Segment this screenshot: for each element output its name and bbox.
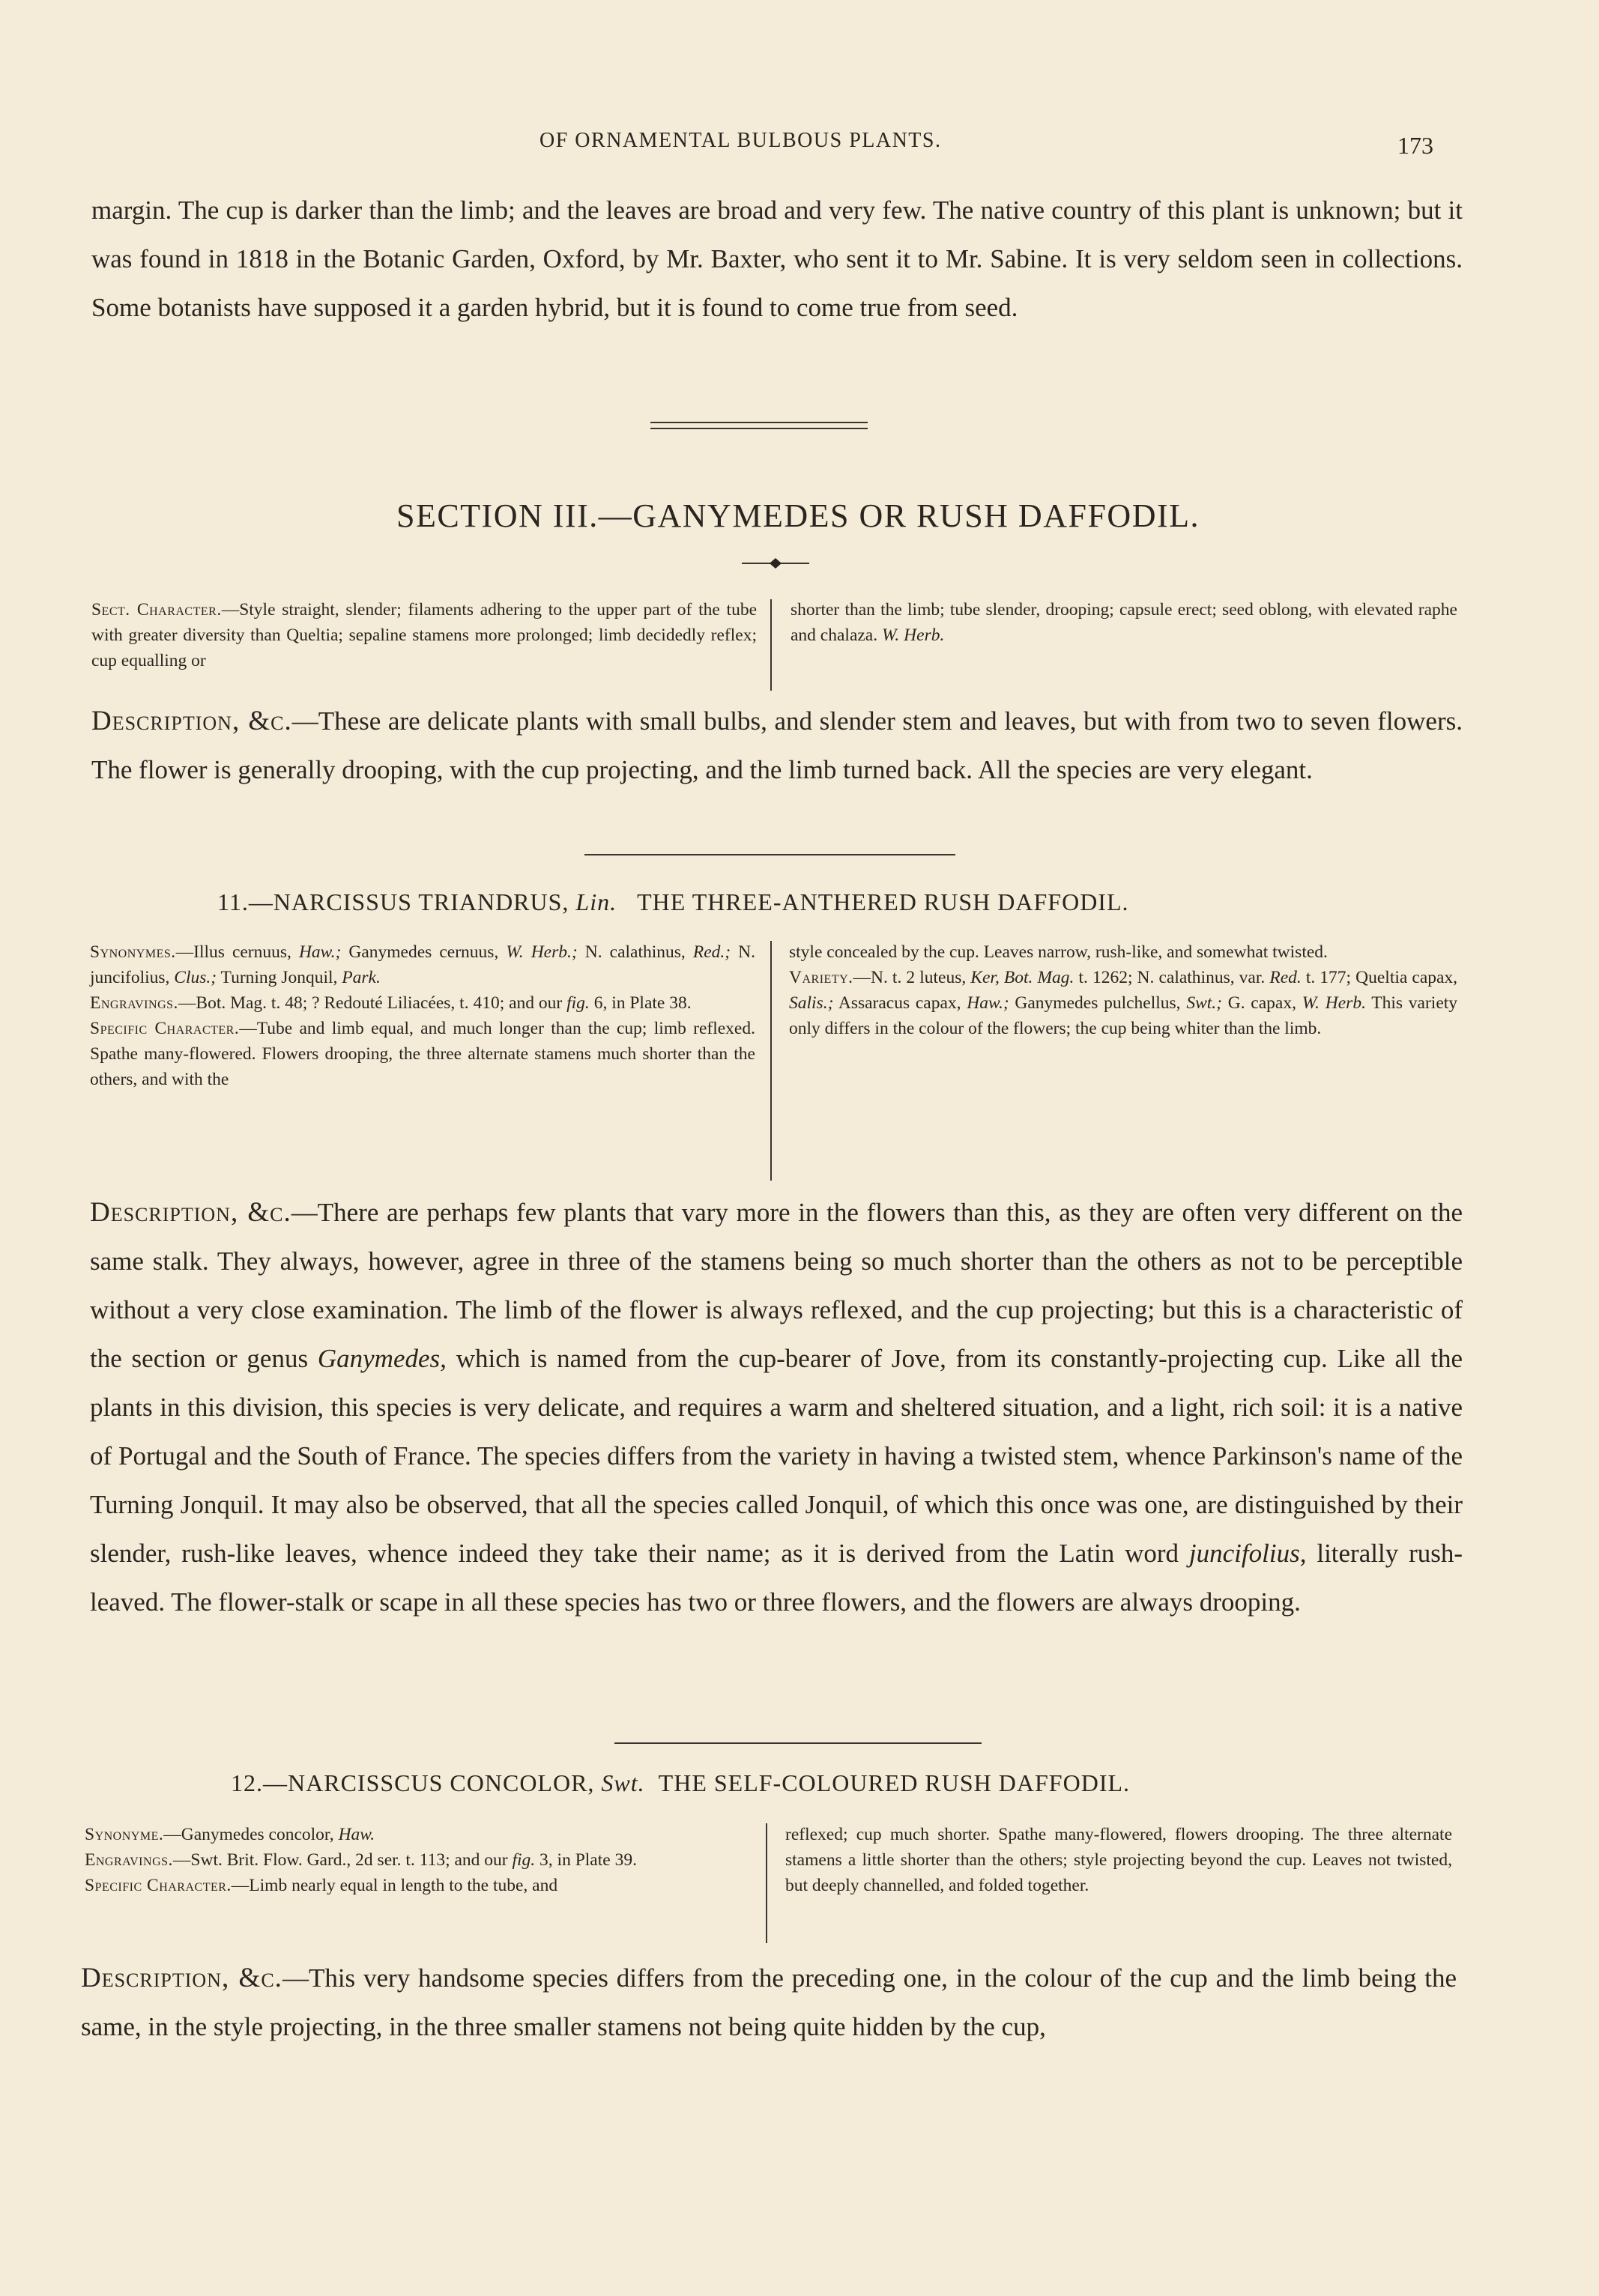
variety-text: t. 1262; N. calathinus, var. — [1078, 968, 1266, 987]
species-11-author: Lin. — [575, 888, 617, 915]
species-12-heading — [231, 1769, 1130, 1797]
sect-character-label: Sect. Character. — [91, 600, 222, 620]
engravings-text: —Swt. Brit. Flow. Gard., 2d ser. t. 113; and our — [172, 1850, 508, 1870]
species-11-name: 11.—NARCISSUS TRIANDRUS, — [217, 888, 569, 915]
variety-ref: Haw.; — [967, 993, 1009, 1013]
plate-ref: 3, in Plate 39. — [539, 1850, 637, 1870]
page-number: 173 — [1397, 132, 1433, 159]
variety-ref: Red. — [1269, 968, 1302, 987]
species-11-common-name: THE THREE-ANTHERED RUSH DAFFODIL. — [637, 888, 1129, 915]
specific-character-text: —Tube and limb equal, and much longer than the cup; limb reflexed. Spathe many-flowered. Flowers drooping, the three alternate stamens much shorter than the others, and with the — [90, 1019, 755, 1089]
synonym-text: Turning Jonquil, — [220, 968, 338, 987]
description-label: Description, &c. — [91, 706, 292, 736]
synonym-text: Ganymedes cernuus, — [348, 942, 499, 962]
synonym-text: N. calathinus, — [584, 942, 686, 962]
synonym-author: Haw. — [338, 1825, 375, 1844]
species-11-heading — [217, 888, 1129, 916]
section-description — [91, 697, 1463, 794]
engravings-text: —Bot. Mag. t. 48; ? Redouté Liliacées, t. 410; and our — [178, 993, 563, 1013]
species-12-name: 12.—NARCISSCUS CONCOLOR, — [231, 1769, 595, 1796]
variety-ref: Swt.; — [1186, 993, 1222, 1013]
description-text: —There are perhaps few plants that vary more in the flowers than this, as they are often very different on the same stalk. They always, however, agree in three of the stamens being so much shorter than the others as not to be perceptible without a very close examination. The limb of the flower is always reflexed, and the cup projecting; but this is a characteristic of the section or genus — [90, 1198, 1463, 1373]
specific-character-text: —Limb nearly equal in length to the tube, and — [231, 1876, 558, 1895]
variety-text: Assaracus capax, — [838, 993, 961, 1013]
synonym-author: W. Herb.; — [506, 942, 578, 962]
variety-text: t. 177; Queltia capax, — [1305, 968, 1458, 987]
specific-character-continued: style concealed by the cup. Leaves narrow, rush-like, and somewhat twisted. — [789, 942, 1328, 962]
section-rule — [584, 854, 955, 855]
specific-character-label: Specific Character. — [85, 1876, 232, 1895]
description-text: —These are delicate plants with small bulbs, and slender stem and leaves, but with from two to seven flowers. The flower is generally drooping, with the cup projecting, and the limb turned back. All the species are very elegant. — [91, 706, 1463, 784]
species-11-left-column — [90, 939, 755, 1092]
fig-ref: fig. — [566, 993, 590, 1013]
synonym-text: —Ganymedes concolor, — [163, 1825, 334, 1844]
variety-text: Ganymedes pulchellus, — [1015, 993, 1181, 1013]
synonym-author: Clus.; — [174, 968, 217, 987]
specific-character-label: Specific Character. — [90, 1019, 240, 1038]
column-divider — [766, 1823, 767, 1943]
variety-ref: Ker, Bot. Mag. — [970, 968, 1074, 987]
synonym-author: Park. — [342, 968, 381, 987]
variety-ref: Salis.; — [789, 993, 834, 1013]
plate-ref: 6, in Plate 38. — [593, 993, 692, 1013]
species-12-description — [81, 1954, 1457, 2051]
sect-character-right — [791, 597, 1457, 648]
engravings-label: Engravings. — [90, 993, 178, 1013]
fig-ref: fig. — [512, 1850, 536, 1870]
double-rule-bottom — [650, 428, 868, 429]
sect-character-reference: W. Herb. — [882, 626, 945, 645]
species-11-right-column — [789, 939, 1457, 1041]
species-11-description — [90, 1188, 1463, 1626]
species-rule — [614, 1742, 982, 1744]
species-12-left-column — [85, 1822, 752, 1898]
sect-character-continued: shorter than the limb; tube slender, drooping; capsule erect; seed oblong, with elevated raphe and chalaza. — [791, 600, 1457, 645]
column-divider — [770, 941, 772, 1181]
variety-text: This variety only differs in the colour of the flowers; the cup being whiter than the limb. — [789, 993, 1458, 1038]
genus-name: Ganymedes, — [317, 1344, 447, 1373]
description-label: Description, &c. — [90, 1197, 291, 1228]
description-text: literally rush-leaved. The flower-stalk or scape in all these species has two or three flowers, and the flowers are always drooping. — [90, 1539, 1463, 1617]
description-text: —This very handsome species differs from the preceding one, in the colour of the cup and the limb being the same, in the style projecting, in the three smaller stamens not being quite hidden by the cup, — [81, 1963, 1457, 2041]
synonym-author: Red.; — [692, 942, 731, 962]
synonym-text: N. juncifolius, — [90, 942, 755, 987]
double-rule-top — [650, 422, 868, 423]
specific-character-continued: reflexed; cup much shorter. Spathe many-flowered, flowers drooping. The three alternate stamens a little shorter than the others; style projecting beyond the cup. Leaves not twisted, but deeply channelled, and folded together. — [785, 1825, 1452, 1895]
description-text: which is named from the cup-bearer of Jove, from its constantly-projecting cup. Like all the plants in this division, this species is very delicate, and requires a warm and sheltered situation, and a light, rich soil: it is a native of Portugal and the South of France. The species differs from the variety in having a twisted stem, whence Parkinson's name of the Turning Jonquil. It may also be observed, that all the species called Jonquil, of which this once was one, are distinguished by their slender, rush-like leaves, whence indeed they take their name; as it is derived from the Latin word — [90, 1344, 1463, 1568]
sect-character-left — [91, 597, 757, 673]
species-12-right-column — [785, 1822, 1452, 1898]
description-label: Description, &c. — [81, 1963, 282, 1993]
ornament-divider — [742, 556, 809, 571]
species-12-common-name: THE SELF-COLOURED RUSH DAFFODIL. — [658, 1769, 1131, 1796]
variety-text: G. capax, — [1227, 993, 1296, 1013]
intro-paragraph: margin. The cup is darker than the limb; and the leaves are broad and very few. The native country of this plant is unknown; but it was found in 1818 in the Botanic Garden, Oxford, by Mr. Baxter, who sent it to Mr. Sabine. It is very seldom seen in collections. Some botanists have supposed it a garden hybrid, but it is found to come true from seed. — [91, 196, 1463, 322]
variety-ref: W. Herb. — [1302, 993, 1366, 1013]
running-title: OF ORNAMENTAL BULBOUS PLANTS. — [539, 129, 942, 152]
sect-character-text: —Style straight, slender; filaments adhering to the upper part of the tube with greater diversity than Queltia; sepaline stamens more prolonged; limb decidedly reflex; cup equalling or — [91, 600, 757, 670]
synonymes-label: Synonymes. — [90, 942, 176, 962]
engravings-label: Engravings. — [85, 1850, 173, 1870]
latin-word: juncifolius, — [1188, 1539, 1307, 1568]
variety-label: Variety. — [789, 968, 853, 987]
variety-text: —N. t. 2 luteus, — [853, 968, 967, 987]
synonym-text: —Illus cernuus, — [175, 942, 291, 962]
column-divider — [770, 599, 772, 691]
synonym-author: Haw.; — [298, 942, 342, 962]
section-heading: SECTION III.—GANYMEDES OR RUSH DAFFODIL. — [396, 497, 1200, 534]
species-12-author: Swt. — [601, 1769, 645, 1796]
synonyme-label: Synonyme. — [85, 1825, 164, 1844]
